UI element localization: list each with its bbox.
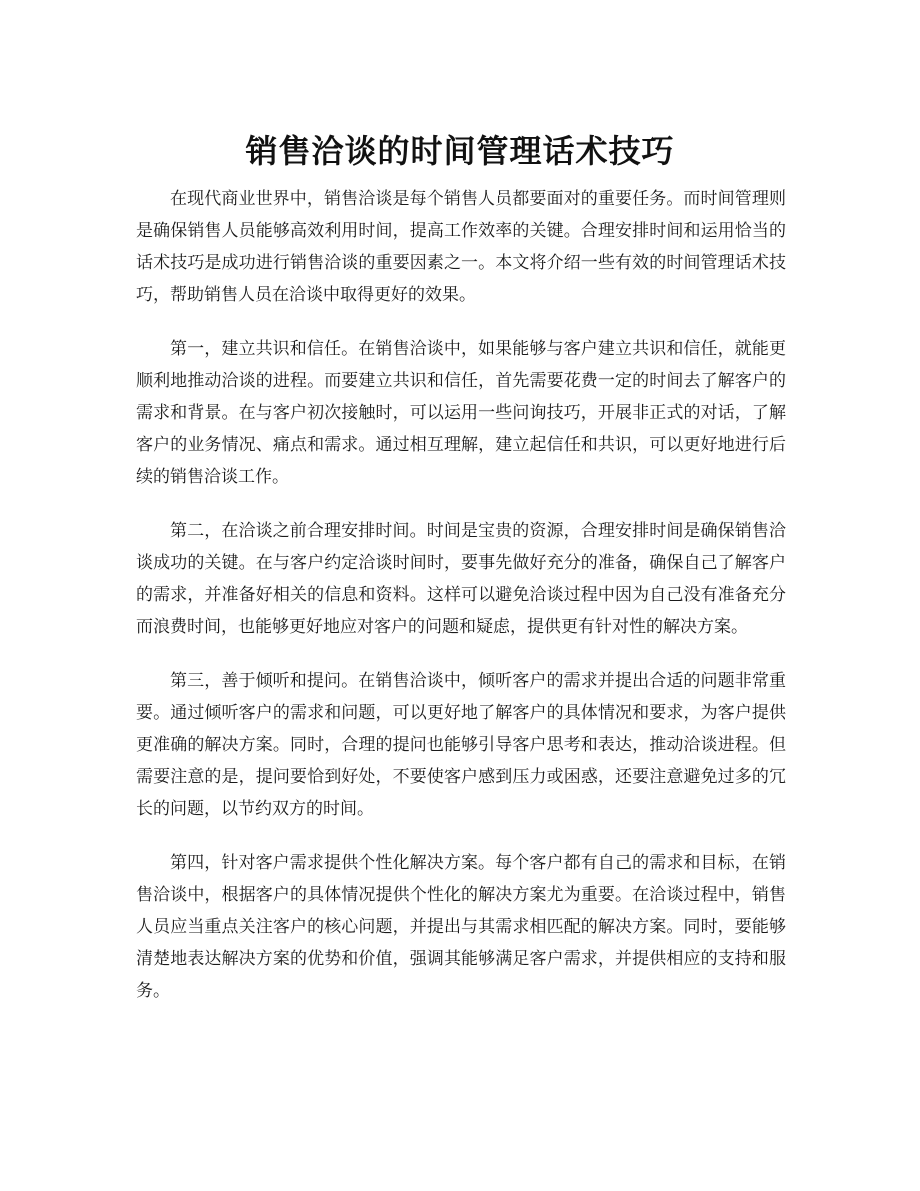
paragraph-fourth: 第四，针对客户需求提供个性化解决方案。每个客户都有自己的需求和目标，在销售洽谈中，根据客户的具体情况提供个性化的解决方案尤为重要。在洽谈过程中，销售人员应当重点关注客户的核心问题，并提出与其需求相匹配的解决方案。同时，要能够清楚地表达解决方案的优势和价值，强调其能够满足客户需求，并提供相应的支持和服务。 [136, 853, 786, 1001]
paragraph-intro: 在现代商业世界中，销售洽谈是每个销售人员都要面对的重要任务。而时间管理则是确保销售人员能够高效利用时间，提高工作效率的关键。合理安排时间和运用恰当的话术技巧是成功进行销售洽谈的重要因素之一。本文将介绍一些有效的时间管理话术技巧，帮助销售人员在洽谈中取得更好的效果。 [136, 189, 786, 305]
paragraph-third: 第三，善于倾听和提问。在销售洽谈中，倾听客户的需求并提出合适的问题非常重要。通过倾听客户的需求和问题，可以更好地了解客户的具体情况和要求，为客户提供更准确的解决方案。同时，合理的提问也能够引导客户思考和表达，推动洽谈进程。但需要注意的是，提问要恰到好处，不要使客户感到压力或困惑，还要注意避免过多的冗长的问题，以节约双方的时间。 [136, 671, 786, 819]
paragraph-first: 第一，建立共识和信任。在销售洽谈中，如果能够与客户建立共识和信任，就能更顺利地推动洽谈的进程。而要建立共识和信任，首先需要花费一定的时间去了解客户的需求和背景。在与客户初次接触时，可以运用一些问询技巧，开展非正式的对话，了解客户的业务情况、痛点和需求。通过相互理解，建立起信任和共识，可以更好地进行后续的销售洽谈工作。 [136, 339, 786, 487]
paragraph-second: 第二，在洽谈之前合理安排时间。时间是宝贵的资源，合理安排时间是确保销售洽谈成功的关键。在与客户约定洽谈时间时，要事先做好充分的准备，确保自己了解客户的需求，并准备好相关的信息和资料。这样可以避免洽谈过程中因为自己没有准备充分而浪费时间，也能够更好地应对客户的问题和疑虑，提供更有针对性的解决方案。 [136, 521, 786, 637]
document-title: 销售洽谈的时间管理话术技巧 [245, 132, 675, 171]
document-body [136, 183, 786, 1029]
